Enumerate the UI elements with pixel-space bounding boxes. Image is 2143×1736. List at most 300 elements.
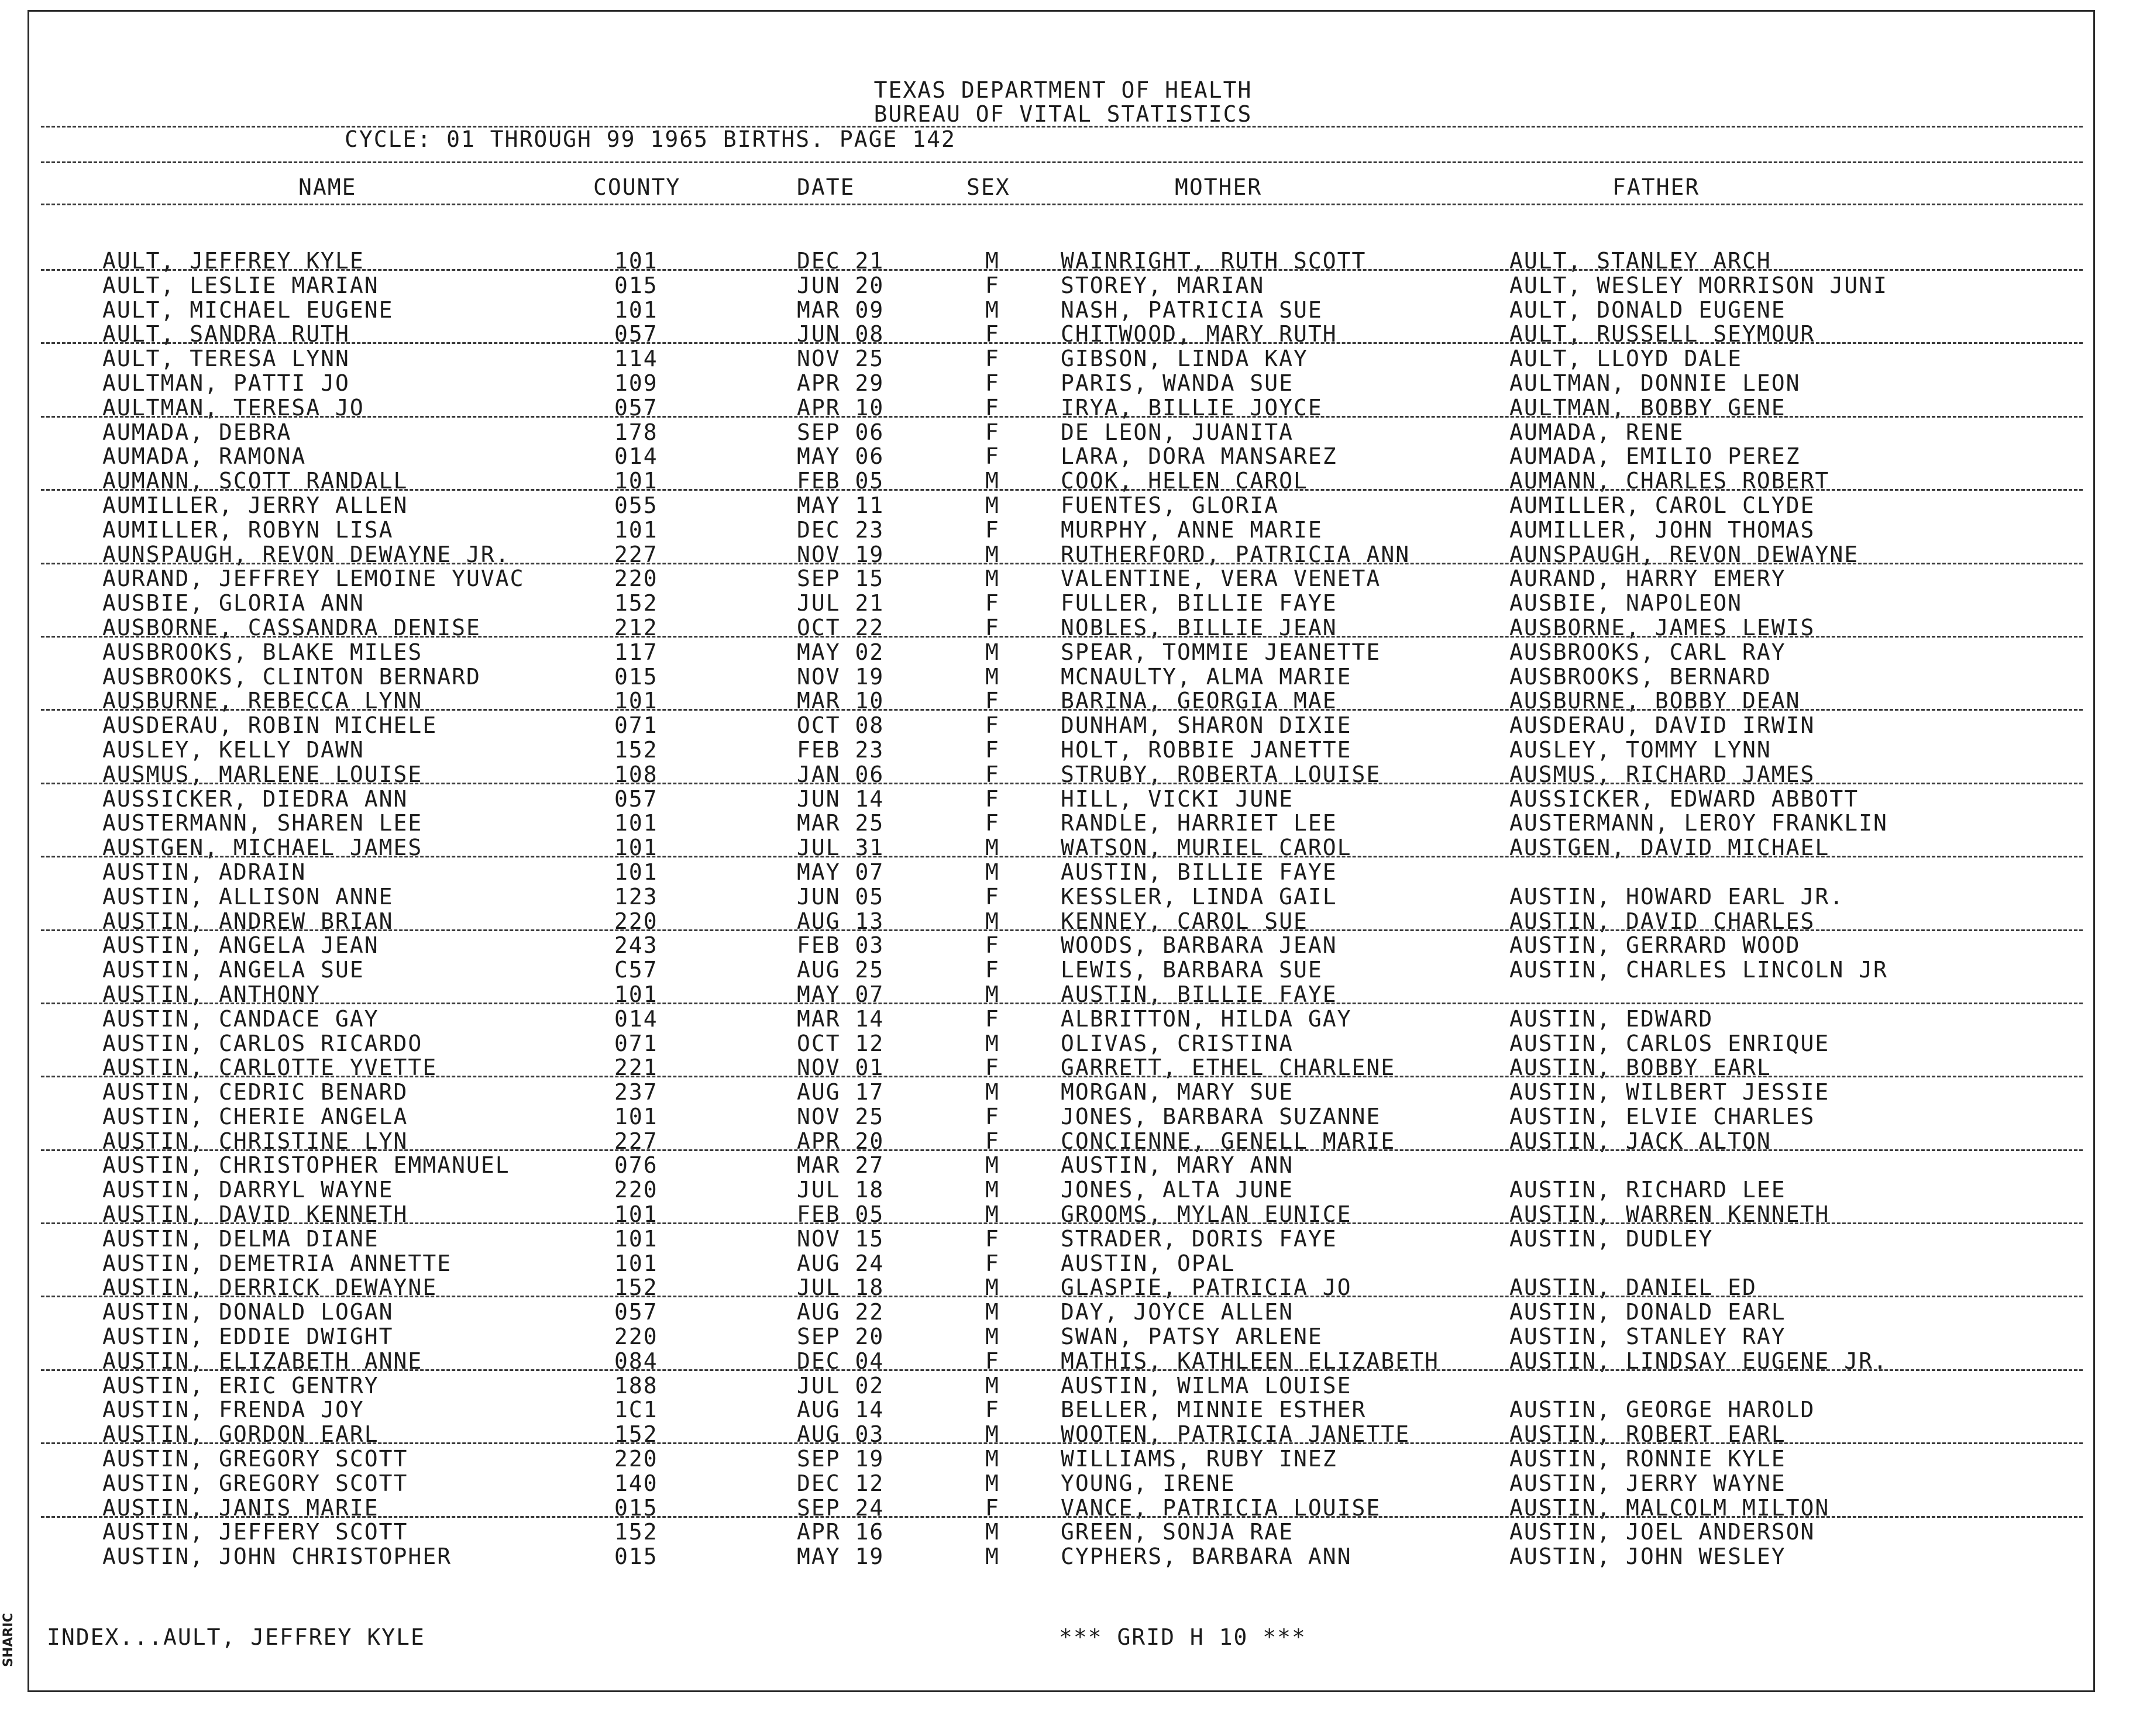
name-cell: AUSTIN, JANIS MARIE bbox=[102, 1494, 379, 1521]
column-header-name: NAME bbox=[298, 174, 357, 200]
date-cell: NOV 01 bbox=[797, 1055, 885, 1081]
father-cell: AUSTIN, RICHARD LEE bbox=[1509, 1177, 1786, 1203]
mother-cell: IRYA, BILLIE JOYCE bbox=[1061, 394, 1323, 421]
father-cell: AUSTIN, CHARLES LINCOLN JR bbox=[1509, 957, 1888, 983]
date-cell: NOV 25 bbox=[797, 346, 885, 372]
table-row bbox=[29, 859, 2097, 884]
county-cell: 101 bbox=[614, 468, 658, 494]
mother-cell: ALBRITTON, HILDA GAY bbox=[1061, 1005, 1352, 1032]
name-cell: AUSTIN, ANGELA JEAN bbox=[102, 932, 379, 959]
date-cell: AUG 17 bbox=[797, 1079, 885, 1105]
father-cell: AUSBIE, NAPOLEON bbox=[1509, 590, 1743, 616]
divider-line bbox=[41, 161, 2083, 163]
name-cell: AUSTGEN, MICHAEL JAMES bbox=[102, 835, 423, 861]
date-cell: SEP 06 bbox=[797, 419, 885, 445]
sex-cell: F bbox=[985, 443, 1000, 470]
table-row bbox=[29, 762, 2097, 786]
sex-cell: M bbox=[985, 1519, 1000, 1545]
date-cell: AUG 24 bbox=[797, 1250, 885, 1276]
sex-cell: F bbox=[985, 516, 1000, 543]
table-row bbox=[29, 1470, 2097, 1495]
mother-cell: LEWIS, BARBARA SUE bbox=[1061, 957, 1323, 983]
name-cell: AUSDERAU, ROBIN MICHELE bbox=[102, 712, 438, 739]
county-cell: 178 bbox=[614, 419, 658, 445]
name-cell: AUMADA, DEBRA bbox=[102, 419, 292, 445]
table-row bbox=[29, 1201, 2097, 1226]
name-cell: AUMANN, SCOTT RANDALL bbox=[102, 468, 408, 494]
father-cell: AUSTIN, GEORGE HAROLD bbox=[1509, 1397, 1815, 1423]
table-row bbox=[29, 321, 2097, 346]
county-cell: 237 bbox=[614, 1079, 658, 1105]
date-cell: JUL 31 bbox=[797, 835, 885, 861]
mother-cell: GROOMS, MYLAN EUNICE bbox=[1061, 1201, 1352, 1228]
county-cell: 220 bbox=[614, 1177, 658, 1203]
sex-cell: F bbox=[985, 394, 1000, 421]
father-cell: AUSTIN, WARREN KENNETH bbox=[1509, 1201, 1830, 1228]
mother-cell: BELLER, MINNIE ESTHER bbox=[1061, 1397, 1367, 1423]
name-cell: AURAND, JEFFREY LEMOINE YUVAC bbox=[102, 566, 525, 592]
mother-cell: FUENTES, GLORIA bbox=[1061, 492, 1279, 518]
table-row bbox=[29, 1519, 2097, 1544]
date-cell: AUG 14 bbox=[797, 1397, 885, 1423]
county-cell: 084 bbox=[614, 1348, 658, 1374]
sex-cell: F bbox=[985, 957, 1000, 983]
name-cell: AUSTIN, CHERIE ANGELA bbox=[102, 1103, 408, 1129]
sex-cell: M bbox=[985, 248, 1000, 274]
date-cell: SEP 20 bbox=[797, 1324, 885, 1350]
table-row bbox=[29, 1348, 2097, 1373]
sex-cell: F bbox=[985, 1225, 1000, 1252]
father-cell: AUSTERMANN, LEROY FRANKLIN bbox=[1509, 810, 1888, 836]
county-cell: 057 bbox=[614, 321, 658, 347]
table-row bbox=[29, 1495, 2097, 1520]
county-cell: 101 bbox=[614, 248, 658, 274]
name-cell: AUSTIN, DAVID KENNETH bbox=[102, 1201, 408, 1228]
name-cell: AULT, MICHAEL EUGENE bbox=[102, 297, 394, 323]
mother-cell: AUSTIN, WILMA LOUISE bbox=[1061, 1372, 1352, 1399]
name-cell: AUSTIN, FRENDA JOY bbox=[102, 1397, 364, 1423]
table-row bbox=[29, 395, 2097, 419]
mother-cell: SWAN, PATSY ARLENE bbox=[1061, 1324, 1323, 1350]
county-cell: 220 bbox=[614, 908, 658, 934]
mother-cell: COOK, HELEN CAROL bbox=[1061, 468, 1308, 494]
sex-cell: M bbox=[985, 1372, 1000, 1399]
father-cell: AUSTIN, STANLEY RAY bbox=[1509, 1324, 1786, 1350]
table-row bbox=[29, 1152, 2097, 1177]
date-cell: JUL 02 bbox=[797, 1372, 885, 1399]
sex-cell: M bbox=[985, 1421, 1000, 1448]
county-cell: 015 bbox=[614, 1494, 658, 1521]
sex-cell: F bbox=[985, 321, 1000, 347]
date-cell: JUN 20 bbox=[797, 272, 885, 298]
county-cell: 015 bbox=[614, 663, 658, 690]
mother-cell: HOLT, ROBBIE JANETTE bbox=[1061, 736, 1352, 763]
table-row bbox=[29, 590, 2097, 615]
mother-cell: STOREY, MARIAN bbox=[1061, 272, 1265, 298]
county-cell: 101 bbox=[614, 981, 658, 1007]
table-row bbox=[29, 932, 2097, 957]
county-cell: 220 bbox=[614, 1446, 658, 1472]
mother-cell: YOUNG, IRENE bbox=[1061, 1470, 1236, 1496]
table-row bbox=[29, 370, 2097, 395]
county-cell: 114 bbox=[614, 346, 658, 372]
date-cell: SEP 24 bbox=[797, 1494, 885, 1521]
date-cell: FEB 05 bbox=[797, 1201, 885, 1228]
date-cell: APR 29 bbox=[797, 370, 885, 396]
date-cell: OCT 22 bbox=[797, 614, 885, 640]
table-row bbox=[29, 542, 2097, 566]
county-cell: 014 bbox=[614, 443, 658, 470]
mother-cell: GARRETT, ETHEL CHARLENE bbox=[1061, 1055, 1396, 1081]
mother-cell: STRADER, DORIS FAYE bbox=[1061, 1225, 1337, 1252]
sex-cell: F bbox=[985, 419, 1000, 445]
sex-cell: M bbox=[985, 1544, 1000, 1570]
county-cell: 227 bbox=[614, 1128, 658, 1154]
document-page bbox=[27, 10, 2095, 1692]
county-cell: 152 bbox=[614, 1275, 658, 1301]
sex-cell: F bbox=[985, 370, 1000, 396]
sex-cell: M bbox=[985, 981, 1000, 1007]
county-cell: 152 bbox=[614, 736, 658, 763]
sex-cell: M bbox=[985, 1275, 1000, 1301]
father-cell: AULTMAN, DONNIE LEON bbox=[1509, 370, 1801, 396]
date-cell: JUN 14 bbox=[797, 786, 885, 812]
father-cell: AURAND, HARRY EMERY bbox=[1509, 566, 1786, 592]
date-cell: NOV 25 bbox=[797, 1103, 885, 1129]
table-row bbox=[29, 810, 2097, 835]
date-cell: NOV 19 bbox=[797, 663, 885, 690]
name-cell: AUSTIN, DEMETRIA ANNETTE bbox=[102, 1250, 452, 1276]
sex-cell: M bbox=[985, 1299, 1000, 1325]
table-row bbox=[29, 1226, 2097, 1251]
sex-cell: F bbox=[985, 1128, 1000, 1154]
date-cell: MAR 10 bbox=[797, 688, 885, 714]
father-cell: AUSTIN, DAVID CHARLES bbox=[1509, 908, 1815, 934]
sex-cell: M bbox=[985, 1446, 1000, 1472]
county-cell: 152 bbox=[614, 590, 658, 616]
name-cell: AUSTIN, DARRYL WAYNE bbox=[102, 1177, 394, 1203]
county-cell: 015 bbox=[614, 272, 658, 298]
table-row bbox=[29, 1421, 2097, 1446]
date-cell: APR 20 bbox=[797, 1128, 885, 1154]
father-cell: AUSTIN, JACK ALTON bbox=[1509, 1128, 1771, 1154]
mother-cell: MCNAULTY, ALMA MARIE bbox=[1061, 663, 1352, 690]
name-cell: AUSTIN, GREGORY SCOTT bbox=[102, 1470, 408, 1496]
date-cell: OCT 12 bbox=[797, 1030, 885, 1056]
mother-cell: MURPHY, ANNE MARIE bbox=[1061, 516, 1323, 543]
mother-cell: KENNEY, CAROL SUE bbox=[1061, 908, 1308, 934]
date-cell: MAR 25 bbox=[797, 810, 885, 836]
father-cell: AULT, RUSSELL SEYMOUR bbox=[1509, 321, 1815, 347]
table-row bbox=[29, 1397, 2097, 1421]
name-cell: AULTMAN, TERESA JO bbox=[102, 394, 364, 421]
name-cell: AUSTIN, ANGELA SUE bbox=[102, 957, 364, 983]
date-cell: MAY 07 bbox=[797, 981, 885, 1007]
name-cell: AUSTIN, ADRAIN bbox=[102, 859, 307, 885]
sex-cell: F bbox=[985, 590, 1000, 616]
sex-cell: M bbox=[985, 663, 1000, 690]
name-cell: AUSTIN, CEDRIC BENARD bbox=[102, 1079, 408, 1105]
father-cell: AUSTIN, JOHN WESLEY bbox=[1509, 1544, 1786, 1570]
name-cell: AUMILLER, JERRY ALLEN bbox=[102, 492, 408, 518]
father-cell: AUSTIN, JERRY WAYNE bbox=[1509, 1470, 1786, 1496]
cycle-line: CYCLE: 01 THROUGH 99 1965 BIRTHS. PAGE 142 bbox=[345, 126, 956, 152]
sex-cell: F bbox=[985, 346, 1000, 372]
county-cell: 152 bbox=[614, 1421, 658, 1448]
table-row bbox=[29, 1006, 2097, 1031]
county-cell: 101 bbox=[614, 835, 658, 861]
father-cell: AUSTIN, MALCOLM MILTON bbox=[1509, 1494, 1830, 1521]
name-cell: AULT, SANDRA RUTH bbox=[102, 321, 350, 347]
date-cell: MAR 14 bbox=[797, 1005, 885, 1032]
sex-cell: M bbox=[985, 541, 1000, 567]
mother-cell: DUNHAM, SHARON DIXIE bbox=[1061, 712, 1352, 739]
bureau-title: BUREAU OF VITAL STATISTICS bbox=[873, 101, 1253, 127]
date-cell: JUL 21 bbox=[797, 590, 885, 616]
county-cell: 227 bbox=[614, 541, 658, 567]
name-cell: AUSTIN, GREGORY SCOTT bbox=[102, 1446, 408, 1472]
mother-cell: MATHIS, KATHLEEN ELIZABETH bbox=[1061, 1348, 1439, 1374]
date-cell: JUN 05 bbox=[797, 883, 885, 910]
mother-cell: JONES, ALTA JUNE bbox=[1061, 1177, 1294, 1203]
county-cell: 188 bbox=[614, 1372, 658, 1399]
mother-cell: CONCIENNE, GENELL MARIE bbox=[1061, 1128, 1396, 1154]
father-cell: AUMILLER, JOHN THOMAS bbox=[1509, 516, 1815, 543]
father-cell: AUSBORNE, JAMES LEWIS bbox=[1509, 614, 1815, 640]
name-cell: AUSTIN, ERIC GENTRY bbox=[102, 1372, 379, 1399]
father-cell: AUSBROOKS, BERNARD bbox=[1509, 663, 1771, 690]
mother-cell: BARINA, GEORGIA MAE bbox=[1061, 688, 1337, 714]
father-cell: AUSTIN, DANIEL ED bbox=[1509, 1275, 1757, 1301]
name-cell: AUSMUS, MARLENE LOUISE bbox=[102, 761, 423, 787]
father-cell: AULTMAN, BOBBY GENE bbox=[1509, 394, 1786, 421]
sex-cell: M bbox=[985, 1470, 1000, 1496]
county-cell: 071 bbox=[614, 1030, 658, 1056]
name-cell: AUSTIN, CHRISTOPHER EMMANUEL bbox=[102, 1152, 510, 1179]
mother-cell: AUSTIN, MARY ANN bbox=[1061, 1152, 1294, 1179]
table-row bbox=[29, 957, 2097, 981]
table-row bbox=[29, 1251, 2097, 1275]
index-footer: INDEX...AULT, JEFFREY KYLE bbox=[47, 1624, 425, 1650]
sex-cell: F bbox=[985, 1494, 1000, 1521]
mother-cell: GREEN, SONJA RAE bbox=[1061, 1519, 1294, 1545]
table-row bbox=[29, 1031, 2097, 1055]
name-cell: AUSTIN, ANTHONY bbox=[102, 981, 321, 1007]
name-cell: AUSTIN, CHRISTINE LYN bbox=[102, 1128, 408, 1154]
table-row bbox=[29, 492, 2097, 517]
name-cell: AUSLEY, KELLY DAWN bbox=[102, 736, 364, 763]
sex-cell: M bbox=[985, 859, 1000, 885]
date-cell: FEB 03 bbox=[797, 932, 885, 959]
mother-cell: WATSON, MURIEL CAROL bbox=[1061, 835, 1352, 861]
county-cell: 140 bbox=[614, 1470, 658, 1496]
date-cell: DEC 04 bbox=[797, 1348, 885, 1374]
date-cell: FEB 23 bbox=[797, 736, 885, 763]
table-row bbox=[29, 1177, 2097, 1201]
father-cell: AUSTIN, HOWARD EARL JR. bbox=[1509, 883, 1845, 910]
date-cell: APR 16 bbox=[797, 1519, 885, 1545]
table-row bbox=[29, 835, 2097, 859]
table-row bbox=[29, 248, 2097, 273]
name-cell: AULT, LESLIE MARIAN bbox=[102, 272, 379, 298]
sex-cell: F bbox=[985, 810, 1000, 836]
table-row bbox=[29, 688, 2097, 712]
county-cell: 220 bbox=[614, 1324, 658, 1350]
county-cell: 152 bbox=[614, 1519, 658, 1545]
sex-cell: F bbox=[985, 883, 1000, 910]
mother-cell: NASH, PATRICIA SUE bbox=[1061, 297, 1323, 323]
sex-cell: F bbox=[985, 712, 1000, 739]
mother-cell: JONES, BARBARA SUZANNE bbox=[1061, 1103, 1381, 1129]
father-cell: AUSTIN, JOEL ANDERSON bbox=[1509, 1519, 1815, 1545]
sex-cell: F bbox=[985, 761, 1000, 787]
date-cell: MAY 06 bbox=[797, 443, 885, 470]
county-cell: 101 bbox=[614, 1225, 658, 1252]
date-cell: DEC 23 bbox=[797, 516, 885, 543]
father-cell: AUSBURNE, BOBBY DEAN bbox=[1509, 688, 1801, 714]
sex-cell: M bbox=[985, 908, 1000, 934]
county-cell: 014 bbox=[614, 1005, 658, 1032]
name-cell: AUSBROOKS, CLINTON BERNARD bbox=[102, 663, 481, 690]
father-cell: AUSDERAU, DAVID IRWIN bbox=[1509, 712, 1815, 739]
mother-cell: OLIVAS, CRISTINA bbox=[1061, 1030, 1294, 1056]
mother-cell: PARIS, WANDA SUE bbox=[1061, 370, 1294, 396]
county-cell: 076 bbox=[614, 1152, 658, 1179]
sex-cell: M bbox=[985, 1201, 1000, 1228]
name-cell: AUMADA, RAMONA bbox=[102, 443, 307, 470]
county-cell: 057 bbox=[614, 786, 658, 812]
sex-cell: M bbox=[985, 1177, 1000, 1203]
name-cell: AUSTIN, DONALD LOGAN bbox=[102, 1299, 394, 1325]
sex-cell: F bbox=[985, 932, 1000, 959]
name-cell: AUNSPAUGH, REVON DEWAYNE JR. bbox=[102, 541, 510, 567]
father-cell: AULT, DONALD EUGENE bbox=[1509, 297, 1786, 323]
table-row bbox=[29, 884, 2097, 908]
county-cell: 101 bbox=[614, 810, 658, 836]
sex-cell: M bbox=[985, 468, 1000, 494]
date-cell: JUL 18 bbox=[797, 1177, 885, 1203]
table-row bbox=[29, 468, 2097, 492]
name-cell: AUSTERMANN, SHAREN LEE bbox=[102, 810, 423, 836]
county-cell: 109 bbox=[614, 370, 658, 396]
date-cell: MAY 07 bbox=[797, 859, 885, 885]
sex-cell: F bbox=[985, 1055, 1000, 1081]
records-table bbox=[29, 248, 2097, 1568]
father-cell: AUSTIN, DONALD EARL bbox=[1509, 1299, 1786, 1325]
mother-cell: VANCE, PATRICIA LOUISE bbox=[1061, 1494, 1381, 1521]
name-cell: AUSTIN, CARLOS RICARDO bbox=[102, 1030, 423, 1056]
father-cell: AUMANN, CHARLES ROBERT bbox=[1509, 468, 1830, 494]
father-cell: AUSBROOKS, CARL RAY bbox=[1509, 639, 1786, 665]
county-cell: 117 bbox=[614, 639, 658, 665]
date-cell: NOV 19 bbox=[797, 541, 885, 567]
mother-cell: SPEAR, TOMMIE JEANETTE bbox=[1061, 639, 1381, 665]
father-cell: AUSTGEN, DAVID MICHAEL bbox=[1509, 835, 1830, 861]
mother-cell: RUTHERFORD, PATRICIA ANN bbox=[1061, 541, 1411, 567]
table-row bbox=[29, 1055, 2097, 1079]
name-cell: AUSTIN, GORDON EARL bbox=[102, 1421, 379, 1448]
sex-cell: F bbox=[985, 614, 1000, 640]
name-cell: AULT, TERESA LYNN bbox=[102, 346, 350, 372]
father-cell: AUSMUS, RICHARD JAMES bbox=[1509, 761, 1815, 787]
date-cell: OCT 08 bbox=[797, 712, 885, 739]
mother-cell: DAY, JOYCE ALLEN bbox=[1061, 1299, 1294, 1325]
name-cell: AUSTIN, JEFFERY SCOTT bbox=[102, 1519, 408, 1545]
father-cell: AUMILLER, CAROL CLYDE bbox=[1509, 492, 1815, 518]
sex-cell: F bbox=[985, 1103, 1000, 1129]
column-header-mother: MOTHER bbox=[1175, 174, 1263, 200]
table-row bbox=[29, 419, 2097, 444]
sex-cell: F bbox=[985, 272, 1000, 298]
county-cell: 101 bbox=[614, 1201, 658, 1228]
table-row bbox=[29, 737, 2097, 762]
father-cell: AUSSICKER, EDWARD ABBOTT bbox=[1509, 786, 1859, 812]
table-row bbox=[29, 517, 2097, 542]
county-cell: 055 bbox=[614, 492, 658, 518]
sex-cell: M bbox=[985, 639, 1000, 665]
side-mark: SHARIC bbox=[1, 1613, 16, 1667]
sex-cell: F bbox=[985, 1348, 1000, 1374]
mother-cell: NOBLES, BILLIE JEAN bbox=[1061, 614, 1337, 640]
name-cell: AUSTIN, EDDIE DWIGHT bbox=[102, 1324, 394, 1350]
table-row bbox=[29, 297, 2097, 322]
county-cell: 057 bbox=[614, 1299, 658, 1325]
county-cell: 243 bbox=[614, 932, 658, 959]
father-cell: AUSTIN, RONNIE KYLE bbox=[1509, 1446, 1786, 1472]
name-cell: AUSTIN, ANDREW BRIAN bbox=[102, 908, 394, 934]
county-cell: 108 bbox=[614, 761, 658, 787]
father-cell: AUSLEY, TOMMY LYNN bbox=[1509, 736, 1771, 763]
county-cell: 123 bbox=[614, 883, 658, 910]
mother-cell: RANDLE, HARRIET LEE bbox=[1061, 810, 1337, 836]
mother-cell: AUSTIN, BILLIE FAYE bbox=[1061, 981, 1337, 1007]
county-cell: 057 bbox=[614, 394, 658, 421]
county-cell: 220 bbox=[614, 566, 658, 592]
date-cell: JUL 18 bbox=[797, 1275, 885, 1301]
county-cell: 221 bbox=[614, 1055, 658, 1081]
father-cell: AULT, WESLEY MORRISON JUNI bbox=[1509, 272, 1888, 298]
sex-cell: M bbox=[985, 1030, 1000, 1056]
date-cell: MAY 19 bbox=[797, 1544, 885, 1570]
mother-cell: VALENTINE, VERA VENETA bbox=[1061, 566, 1381, 592]
name-cell: AUSTIN, CARLOTTE YVETTE bbox=[102, 1055, 438, 1081]
table-row bbox=[29, 1104, 2097, 1128]
table-row bbox=[29, 908, 2097, 933]
county-cell: 071 bbox=[614, 712, 658, 739]
table-row bbox=[29, 1324, 2097, 1348]
date-cell: SEP 19 bbox=[797, 1446, 885, 1472]
father-cell: AUSTIN, ELVIE CHARLES bbox=[1509, 1103, 1815, 1129]
county-cell: 015 bbox=[614, 1544, 658, 1570]
mother-cell: CHITWOOD, MARY RUTH bbox=[1061, 321, 1337, 347]
mother-cell: WILLIAMS, RUBY INEZ bbox=[1061, 1446, 1337, 1472]
father-cell: AUSTIN, CARLOS ENRIQUE bbox=[1509, 1030, 1830, 1056]
mother-cell: AUSTIN, OPAL bbox=[1061, 1250, 1236, 1276]
sex-cell: M bbox=[985, 1324, 1000, 1350]
table-row bbox=[29, 1079, 2097, 1104]
sex-cell: F bbox=[985, 688, 1000, 714]
table-row bbox=[29, 1373, 2097, 1397]
department-title: TEXAS DEPARTMENT OF HEALTH bbox=[873, 77, 1253, 103]
mother-cell: STRUBY, ROBERTA LOUISE bbox=[1061, 761, 1381, 787]
date-cell: MAR 09 bbox=[797, 297, 885, 323]
sex-cell: F bbox=[985, 1397, 1000, 1423]
date-cell: SEP 15 bbox=[797, 566, 885, 592]
sex-cell: F bbox=[985, 1005, 1000, 1032]
name-cell: AUSBORNE, CASSANDRA DENISE bbox=[102, 614, 481, 640]
mother-cell: WOODS, BARBARA JEAN bbox=[1061, 932, 1337, 959]
divider-line bbox=[41, 204, 2083, 205]
